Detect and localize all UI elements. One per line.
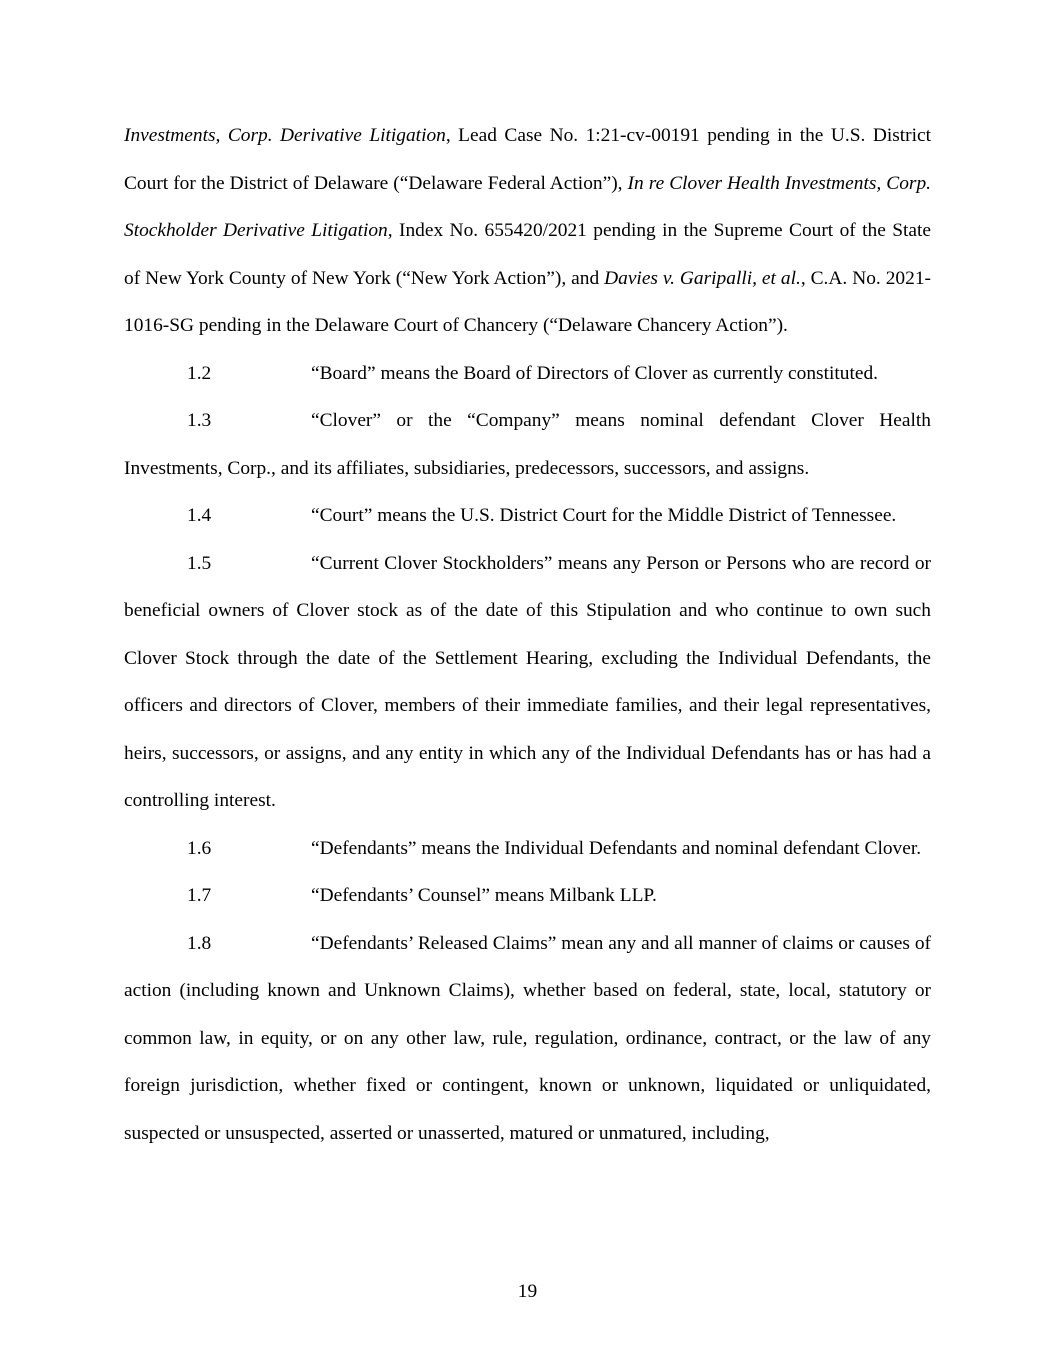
section-1-3 bbox=[124, 397, 931, 492]
section-1-5 bbox=[124, 540, 931, 825]
intro-text: , Lead Case No. 1:21-cv-00191 pending in the U.S. District Court for the District of Delaware (“Delaware Federal Action”), bbox=[124, 125, 931, 194]
section-1-8 bbox=[124, 920, 931, 1158]
section-1-7 bbox=[124, 872, 931, 920]
page-number: 19 bbox=[517, 1281, 538, 1302]
case-name-italic: Davies v. Garipalli, et al. bbox=[604, 267, 801, 289]
section-text: “Defendants’ Counsel” means Milbank LLP. bbox=[311, 885, 657, 906]
intro-paragraph bbox=[124, 112, 931, 350]
section-number: 1.8 bbox=[187, 932, 212, 954]
section-number: 1.5 bbox=[187, 552, 212, 574]
section-text: “Defendants” means the Individual Defendants and nominal defendant Clover. bbox=[311, 837, 922, 859]
section-number: 1.6 bbox=[187, 837, 212, 859]
case-name-italic: In re Clover Health Investments, Corp. Stockholder Derivative Litigation bbox=[124, 172, 931, 241]
section-text: “Court” means the U.S. District Court for the Middle District of Tennessee. bbox=[311, 505, 897, 526]
section-number: 1.2 bbox=[187, 362, 212, 384]
section-1-4 bbox=[124, 492, 931, 540]
document-body bbox=[124, 112, 931, 1157]
intro-text: , Index No. 655420/2021 pending in the Supreme Court of the State of New York County of New York (“New York Action”), and bbox=[124, 220, 931, 289]
section-number: 1.4 bbox=[187, 505, 212, 526]
section-1-2 bbox=[124, 350, 931, 398]
section-text: “Clover” or the “Company” means nominal defendant Clover Health Investments, Corp., and its affiliates, subsidiaries, predecessors, successors, and assigns. bbox=[124, 410, 931, 479]
intro-text: , C.A. No. 2021-1016-SG pending in the Delaware Court of Chancery (“Delaware Chancery Action”). bbox=[124, 267, 931, 336]
section-number: 1.7 bbox=[187, 885, 212, 906]
section-text: “Current Clover Stockholders” means any Person or Persons who are record or beneficial owners of Clover stock as of the date of this Stipulation and who continue to own such Clover Stock through the date of the Settlement Hearing, excluding the Individual Defendants, the officers and directors of Clover, members of their immediate families, and their legal representatives, heirs, successors, or assigns, and any entity in which any of the Individual Defendants has or has had a controlling interest. bbox=[124, 552, 931, 811]
section-text: “Board” means the Board of Directors of Clover as currently constituted. bbox=[311, 362, 878, 384]
section-1-6 bbox=[124, 825, 931, 873]
case-name-italic: Investments, Corp. Derivative Litigation bbox=[124, 125, 446, 146]
section-number: 1.3 bbox=[187, 410, 212, 431]
section-text: “Defendants’ Released Claims” mean any and all manner of claims or causes of action (including known and Unknown Claims), whether based on federal, state, local, statutory or common law, in equity, or on any other law, rule, regulation, ordinance, contract, or the law of any foreign jurisdiction, whether fixed or contingent, known or unknown, liquidated or unliquidated, suspected or unsuspected, asserted or unasserted, matured or unmatured, including, bbox=[124, 932, 931, 1144]
